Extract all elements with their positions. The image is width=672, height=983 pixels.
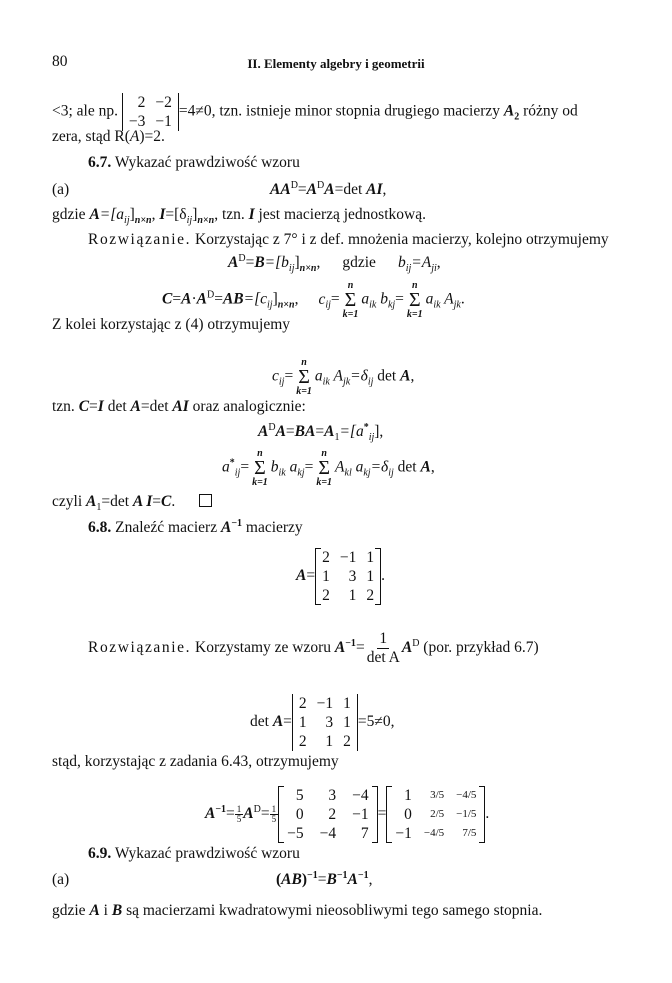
math: A bbox=[181, 290, 192, 308]
qed-square-icon bbox=[199, 494, 212, 507]
math: = bbox=[317, 871, 327, 888]
math: A bbox=[205, 805, 216, 823]
math: D bbox=[238, 252, 246, 264]
math: , bbox=[151, 206, 160, 223]
text: <3; ale np. bbox=[52, 102, 118, 120]
math: ) bbox=[301, 871, 308, 888]
math: A bbox=[296, 567, 307, 585]
math: A bbox=[258, 423, 269, 440]
text: tzn. bbox=[218, 206, 249, 223]
math: * bbox=[363, 421, 369, 433]
text: Korzystając z 7° i z def. mnożenia macierzy, kolejno otrzymujemy bbox=[191, 231, 609, 248]
solution-6-7-intro bbox=[88, 231, 609, 249]
math: ij bbox=[124, 215, 130, 227]
denominator: 5 bbox=[236, 814, 242, 824]
conclusion-line bbox=[52, 493, 212, 514]
math: A bbox=[89, 902, 100, 919]
matrix-cell: 3 bbox=[325, 714, 334, 731]
math: = bbox=[315, 423, 325, 440]
math: = bbox=[355, 639, 365, 656]
numerator: 1 bbox=[236, 804, 242, 814]
paragraph-rank bbox=[52, 93, 578, 131]
math: A bbox=[86, 493, 97, 510]
sum-lower: k=1 bbox=[316, 477, 333, 488]
math: I bbox=[248, 206, 255, 223]
exercise-6-8-heading bbox=[88, 519, 303, 537]
math: = bbox=[283, 713, 292, 731]
math: ik bbox=[322, 376, 330, 388]
math: jk bbox=[453, 299, 461, 311]
matrix-cell: −4/5 bbox=[423, 827, 445, 839]
math: = bbox=[330, 290, 340, 308]
math: kl bbox=[344, 467, 352, 479]
math: A bbox=[306, 181, 318, 198]
math: = bbox=[240, 458, 250, 476]
math: =5≠0, bbox=[357, 713, 395, 731]
math: ] bbox=[192, 206, 198, 223]
math: ij bbox=[368, 432, 375, 444]
matrix-cell: 2 bbox=[137, 94, 146, 111]
exercise-number: 6.9. bbox=[88, 845, 112, 862]
determinant-equation bbox=[250, 694, 395, 751]
math: b bbox=[270, 458, 279, 476]
math: = bbox=[245, 254, 255, 271]
math: ], bbox=[374, 423, 384, 440]
math: B bbox=[326, 871, 337, 888]
text-line: stąd, korzystając z zadania 6.43, otrzymujemy bbox=[52, 753, 339, 770]
formula-label: (a) bbox=[52, 181, 70, 198]
text-line bbox=[52, 902, 542, 920]
matrix-cell: 2 bbox=[322, 587, 330, 604]
math: −1 bbox=[345, 637, 356, 649]
matrix-cell: −1 bbox=[316, 695, 334, 712]
denominator: 5 bbox=[271, 814, 277, 824]
matrix-cell: −4 bbox=[319, 825, 337, 842]
subscript: 2 bbox=[514, 111, 520, 123]
text: i bbox=[99, 902, 112, 919]
matrix-cell: 1 bbox=[366, 549, 375, 566]
math: 1 bbox=[96, 502, 102, 514]
matrix-cell: −4 bbox=[352, 787, 369, 804]
matrix-cell: 1 bbox=[322, 568, 330, 585]
math: a bbox=[361, 290, 370, 308]
math: =[c bbox=[243, 290, 267, 308]
math: C bbox=[78, 398, 90, 415]
math: a bbox=[314, 367, 323, 385]
numerator: 1 bbox=[271, 804, 277, 814]
matrix-cell: 3 bbox=[328, 787, 337, 804]
math: , bbox=[410, 367, 415, 385]
math: = bbox=[89, 398, 98, 415]
determinant-3x3 bbox=[292, 694, 358, 751]
text: Wykazać prawdziwość wzoru bbox=[111, 154, 300, 171]
math: = bbox=[377, 805, 387, 823]
math: AA bbox=[270, 181, 291, 198]
matrix-3x3 bbox=[315, 548, 381, 605]
sum-lower: k=1 bbox=[406, 309, 423, 320]
math: b bbox=[376, 290, 388, 308]
math: ik bbox=[278, 467, 286, 479]
math: I bbox=[159, 206, 166, 223]
matrix-cell: −1 bbox=[395, 825, 412, 842]
text: jest macierzą jednostkową. bbox=[254, 206, 426, 223]
text: Korzystamy ze wzoru bbox=[191, 639, 335, 656]
exercise-number: 6.8. bbox=[88, 519, 112, 536]
math-symbol: A bbox=[503, 102, 515, 120]
determinant-2x2 bbox=[122, 93, 179, 131]
math: , bbox=[382, 181, 387, 198]
math: D bbox=[206, 289, 215, 301]
math: A bbox=[400, 367, 411, 385]
math-symbol: A bbox=[129, 128, 140, 145]
math: C bbox=[161, 493, 172, 510]
sum-lower: k=1 bbox=[342, 309, 359, 320]
math: a bbox=[425, 290, 434, 308]
adjugate-matrix bbox=[278, 786, 378, 843]
sigma-icon: Σ bbox=[408, 289, 421, 311]
math: b bbox=[397, 254, 406, 271]
math: ij bbox=[234, 467, 241, 479]
text: różny od bbox=[519, 102, 578, 120]
text-line bbox=[52, 398, 306, 416]
math: =δ bbox=[350, 367, 368, 385]
math: = bbox=[172, 290, 182, 308]
math: det bbox=[373, 367, 401, 385]
math: A bbox=[329, 367, 343, 385]
math: . bbox=[485, 805, 490, 823]
equation-adjugate bbox=[228, 252, 441, 275]
numerator: 1 bbox=[379, 630, 388, 648]
text: są macierzami kwadratowymi nieosobliwymi tego samego stopnia. bbox=[122, 902, 543, 919]
math: A bbox=[334, 639, 346, 656]
math: =[a bbox=[99, 206, 125, 223]
text: Znaleźć macierz bbox=[111, 519, 221, 536]
math: = bbox=[304, 458, 314, 476]
matrix-cell: 1 bbox=[343, 714, 351, 731]
math: ik bbox=[433, 299, 441, 311]
math: =[a bbox=[339, 423, 364, 440]
math: c bbox=[272, 367, 279, 385]
math: ij bbox=[325, 299, 331, 311]
math: , bbox=[436, 254, 441, 271]
math: −1 bbox=[231, 517, 243, 529]
math: jk bbox=[342, 376, 351, 388]
solution-label: Rozwiązanie. bbox=[88, 639, 192, 656]
math: . bbox=[171, 493, 176, 510]
math: D bbox=[253, 803, 261, 815]
sigma-icon: Σ bbox=[318, 457, 330, 479]
matrix-cell: −2 bbox=[155, 94, 172, 111]
math: ij bbox=[278, 376, 285, 388]
text: czyli bbox=[52, 493, 86, 510]
text: tzn. bbox=[52, 398, 79, 415]
math: det bbox=[103, 398, 131, 415]
text: gdzie bbox=[52, 206, 90, 223]
denominator: det A bbox=[366, 648, 400, 666]
matrix-cell: 3/5 bbox=[430, 789, 445, 801]
math: n×n bbox=[299, 263, 317, 275]
math: AB bbox=[222, 290, 244, 308]
math: . bbox=[460, 290, 465, 308]
math: n×n bbox=[277, 299, 295, 311]
matrix-cell: 7 bbox=[360, 825, 369, 842]
matrix-cell: −1 bbox=[339, 549, 357, 566]
math: =det bbox=[140, 398, 173, 415]
text: oraz analogicznie: bbox=[188, 398, 306, 415]
fraction bbox=[270, 805, 279, 824]
running-title: II. Elementy algebry i geometrii bbox=[247, 56, 425, 71]
math: = bbox=[284, 367, 294, 385]
math: B bbox=[254, 254, 265, 271]
math: A bbox=[130, 398, 141, 415]
math: ] bbox=[272, 290, 278, 308]
text: zera, stąd R( bbox=[52, 128, 130, 145]
summation-sign bbox=[316, 448, 332, 488]
equation-a-star bbox=[222, 448, 435, 488]
inverse-equation bbox=[205, 786, 489, 843]
math: A bbox=[275, 423, 286, 440]
math: · bbox=[191, 290, 197, 308]
math: n×n bbox=[197, 215, 215, 227]
sum-upper: n bbox=[411, 280, 418, 291]
text: macierzy bbox=[242, 519, 303, 536]
math: = bbox=[260, 805, 270, 823]
equation-cij bbox=[272, 357, 414, 397]
exercise-6-9-heading bbox=[88, 845, 300, 863]
summation-sign bbox=[296, 357, 312, 397]
math: , bbox=[294, 290, 299, 308]
text: gdzie bbox=[52, 902, 90, 919]
summation-sign bbox=[252, 448, 268, 488]
math: A bbox=[401, 639, 413, 656]
matrix-A-definition: A= 2 −1 1 1 3 1 2 1 2 . bbox=[296, 549, 385, 604]
math: BA bbox=[294, 423, 316, 440]
matrix-cell: 1 bbox=[366, 568, 375, 585]
math: I bbox=[97, 398, 104, 415]
matrix-cell: 1 bbox=[404, 787, 412, 804]
sum-upper: n bbox=[347, 280, 354, 291]
math: D bbox=[268, 421, 276, 433]
math: −1 bbox=[307, 869, 318, 881]
equation-product bbox=[162, 280, 465, 320]
math: A bbox=[440, 290, 454, 308]
formula-6-9 bbox=[276, 871, 372, 889]
math: A bbox=[324, 181, 335, 198]
summation-sign bbox=[407, 280, 423, 320]
inverse-matrix bbox=[386, 786, 485, 843]
math: B bbox=[111, 902, 123, 919]
math: −1 bbox=[357, 869, 369, 881]
math: kj bbox=[297, 467, 305, 479]
math: kj bbox=[363, 467, 371, 479]
exercise-6-7-heading bbox=[88, 154, 300, 172]
math: A bbox=[196, 290, 207, 308]
text: =4≠0, tzn. istnieje minor stopnia drugiego macierzy bbox=[178, 102, 504, 120]
text: Wykazać prawdziwość wzoru bbox=[111, 845, 300, 862]
matrix-cell: 1 bbox=[343, 695, 351, 712]
math: =A bbox=[411, 254, 432, 271]
matrix-cell: 2 bbox=[343, 733, 351, 750]
math: , bbox=[214, 206, 219, 223]
matrix-cell: 1 bbox=[298, 714, 307, 731]
math: D bbox=[317, 179, 325, 191]
matrix-cell: −3 bbox=[128, 113, 146, 130]
math: = bbox=[214, 290, 223, 308]
solution-label: Rozwiązanie. bbox=[88, 231, 192, 248]
sum-upper: n bbox=[321, 448, 327, 459]
solution-6-8-intro bbox=[88, 628, 539, 668]
math: ij bbox=[388, 467, 394, 479]
math: det bbox=[250, 713, 273, 731]
math: 1 bbox=[334, 432, 340, 444]
math: ij bbox=[367, 376, 374, 388]
summation-sign bbox=[343, 280, 359, 320]
sigma-icon: Σ bbox=[298, 366, 310, 388]
math: AI bbox=[172, 398, 189, 415]
math: AB bbox=[281, 871, 302, 888]
paragraph-rank-end bbox=[52, 128, 165, 146]
definition-line bbox=[52, 206, 426, 227]
matrix-cell: 1 bbox=[348, 587, 357, 604]
math: =det bbox=[101, 493, 133, 510]
matrix-cell: 2 bbox=[298, 733, 307, 750]
matrix-cell: −1 bbox=[352, 806, 369, 823]
math: = bbox=[395, 290, 404, 308]
fraction bbox=[365, 630, 402, 666]
matrix-cell: −5 bbox=[287, 825, 304, 842]
text: (por. przykład 6.7) bbox=[419, 639, 539, 656]
math: A bbox=[89, 206, 100, 223]
math: c bbox=[318, 290, 326, 308]
sum-upper: n bbox=[257, 448, 263, 459]
sum-lower: k=1 bbox=[296, 386, 312, 397]
math: D bbox=[412, 637, 420, 649]
text-line: Z kolei korzystając z (4) otrzymujemy bbox=[52, 316, 291, 333]
math: A bbox=[272, 713, 284, 731]
math: , bbox=[316, 254, 321, 271]
matrix-cell: 7/5 bbox=[462, 827, 477, 839]
sum-lower: k=1 bbox=[252, 477, 268, 488]
math: ] bbox=[129, 206, 135, 223]
math: AI bbox=[366, 181, 383, 198]
matrix-cell: 2/5 bbox=[430, 808, 445, 820]
math: ij bbox=[288, 263, 295, 275]
matrix-cell: 2 bbox=[298, 695, 307, 712]
text: gdzie bbox=[342, 254, 376, 271]
matrix-cell: −1 bbox=[155, 113, 172, 130]
equation-A1 bbox=[258, 421, 384, 444]
matrix-cell: 2 bbox=[322, 549, 330, 566]
math: A bbox=[347, 871, 358, 888]
text: )=2. bbox=[139, 128, 165, 145]
math: a bbox=[222, 458, 230, 476]
math: A bbox=[243, 805, 254, 823]
math: kj bbox=[387, 299, 396, 311]
math: A bbox=[228, 254, 239, 271]
sigma-icon: Σ bbox=[254, 457, 266, 479]
math: ] bbox=[294, 254, 300, 271]
math: ij bbox=[267, 299, 273, 311]
page-number: 80 bbox=[52, 53, 68, 70]
math: =det bbox=[334, 181, 367, 198]
matrix-cell: 3 bbox=[348, 568, 357, 585]
formula-label: (a) bbox=[52, 871, 70, 888]
matrix-cell: 5 bbox=[295, 787, 304, 804]
math: a bbox=[351, 458, 364, 476]
math: =[δ bbox=[165, 206, 187, 223]
matrix-cell: −4/5 bbox=[456, 789, 477, 801]
math: = bbox=[297, 181, 307, 198]
math: A bbox=[220, 519, 232, 536]
sigma-icon: Σ bbox=[344, 289, 357, 311]
math: n×n bbox=[134, 215, 152, 227]
math: A bbox=[335, 458, 345, 476]
math: −1 bbox=[215, 803, 227, 815]
math: det bbox=[393, 458, 421, 476]
math: =δ bbox=[370, 458, 389, 476]
math: C bbox=[162, 290, 173, 308]
math: = bbox=[285, 423, 295, 440]
math: = bbox=[152, 493, 162, 510]
exercise-number: 6.7. bbox=[88, 154, 112, 171]
math: ji bbox=[431, 263, 437, 275]
formula-6-7 bbox=[270, 181, 386, 199]
matrix-cell: 2 bbox=[328, 806, 337, 823]
math: A bbox=[324, 423, 335, 440]
math: A bbox=[420, 458, 431, 476]
matrix-cell: 2 bbox=[366, 587, 375, 604]
math: , bbox=[430, 458, 435, 476]
math: ij bbox=[405, 263, 412, 275]
math: D bbox=[290, 179, 298, 191]
math: ik bbox=[369, 299, 377, 311]
math: * bbox=[229, 457, 235, 469]
math: =[b bbox=[264, 254, 289, 271]
matrix-cell: −1/5 bbox=[456, 808, 477, 820]
math: A I bbox=[132, 493, 153, 510]
math: a bbox=[285, 458, 298, 476]
math: = bbox=[226, 805, 235, 823]
math: ( bbox=[276, 871, 282, 888]
math: ij bbox=[186, 215, 193, 227]
math: −1 bbox=[336, 869, 348, 881]
matrix-cell: 1 bbox=[325, 733, 334, 750]
matrix-cell: 0 bbox=[404, 806, 412, 823]
math: , bbox=[368, 871, 373, 888]
matrix-cell: 0 bbox=[295, 806, 304, 823]
sum-upper: n bbox=[301, 357, 307, 368]
